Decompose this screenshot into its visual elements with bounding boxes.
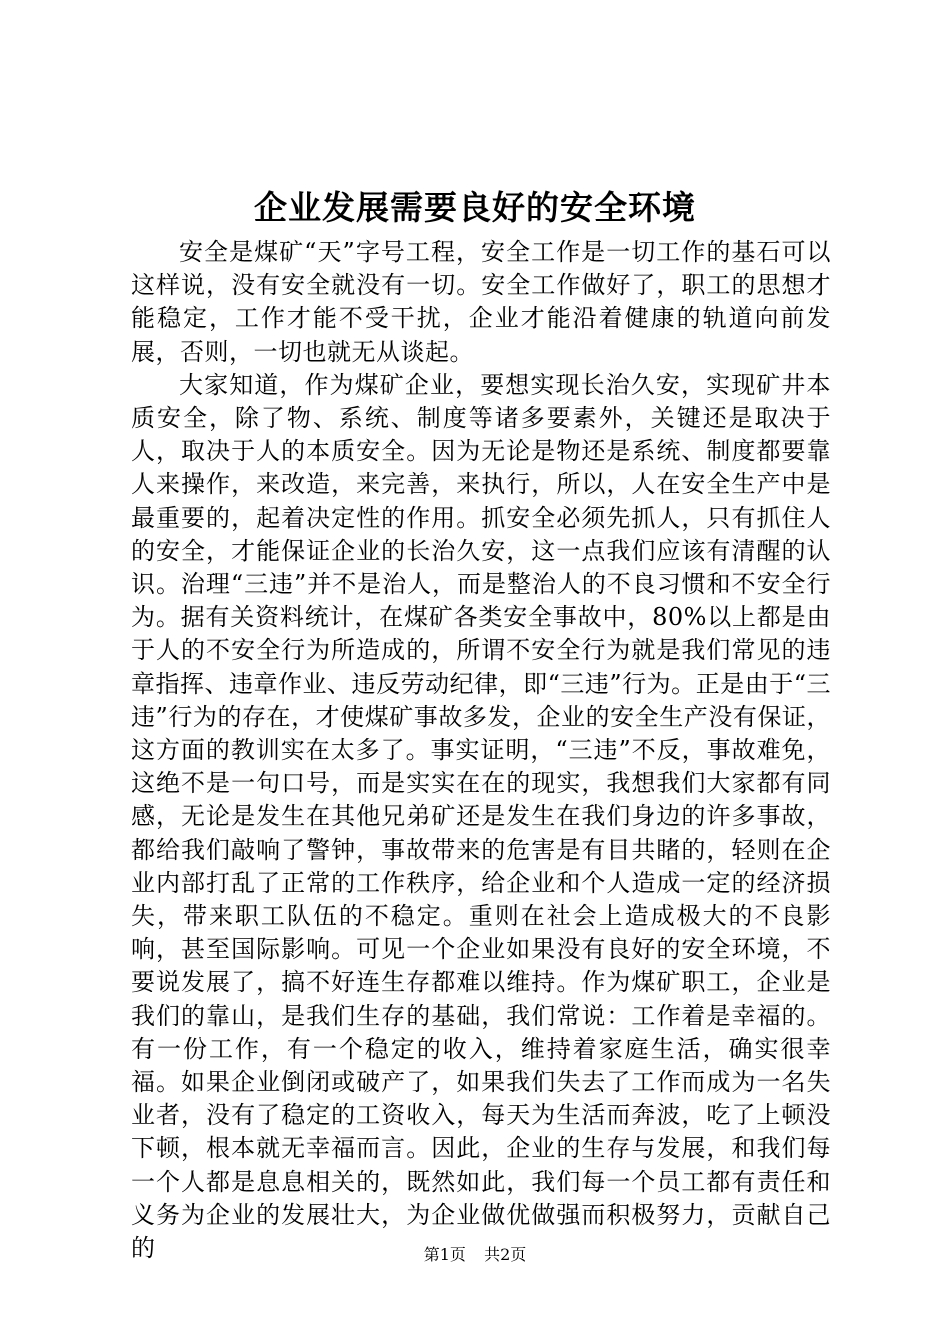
page-total: 共2页 xyxy=(484,1245,527,1264)
document-title: 企业发展需要良好的安全环境 xyxy=(254,188,696,227)
paragraph: 大家知道，作为煤矿企业，要想实现长治久安，实现矿井本质安全，除了物、系统、制度等诸多要素外，关键还是取决于人，取决于人的本质安全。因为无论是物还是系统、制度都要靠人来操作，来改造，来完善，来执行，所以，人在安全生产中是最重要的，起着决定性的作用。抓安全必须先抓人，只有抓住人的安全，才能保证企业的长治久安，这一点我们应该有清醒的认识。治理“三违”并不是治人，而是整治人的不良习惯和不安全行为。据有关资料统计，在煤矿各类安全事故中，80%以上都是由于人的不安全行为所造成的，所谓不安全行为就是我们常见的违章指挥、违章作业、违反劳动纪律，即“三违”行为。正是由于“三违”行为的存在，才使煤矿事故多发，企业的安全生产没有保证，这方面的教训实在太多了。事实证明，“三违”不反，事故难免，这绝不是一句口号，而是实实在在的现实，我想我们大家都有同感，无论是发生在其他兄弟矿还是发生在我们身边的许多事故，都给我们敲响了警钟，事故带来的危害是有目共睹的，轻则在企业内部打乱了正常的工作秩序，给企业和个人造成一定的经济损失，带来职工队伍的不稳定。重则在社会上造成极大的不良影响，甚至国际影响。可见一个企业如果没有良好的安全环境，不要说发展了，搞不好连生存都难以维持。作为煤矿职工，企业是我们的靠山，是我们生存的基础，我们常说：工作着是幸福的。有一份工作，有一个稳定的收入，维持着家庭生活，确实很幸福。如果企业倒闭或破产了，如果我们失去了工作而成为一名失业者，没有了稳定的工资收入，每天为生活而奔波，吃了上顿没下顿，根本就无幸福而言。因此，企业的生存与发展，和我们每一个人都是息息相关的，既然如此，我们每一个员工都有责任和义务为企业的发展壮大，为企业做优做强而积极努力，贡献自己的 xyxy=(131,370,831,1263)
page-number: 第1页 xyxy=(423,1245,466,1264)
document-body xyxy=(131,236,831,1265)
page-footer xyxy=(0,1244,950,1266)
paragraph: 安全是煤矿“天”字号工程，安全工作是一切工作的基石可以这样说，没有安全就没有一切。安全工作做好了，职工的思想才能稳定，工作才能不受干扰，企业才能沿着健康的轨道向前发展，否则，一切也就无从谈起。 xyxy=(131,238,831,366)
